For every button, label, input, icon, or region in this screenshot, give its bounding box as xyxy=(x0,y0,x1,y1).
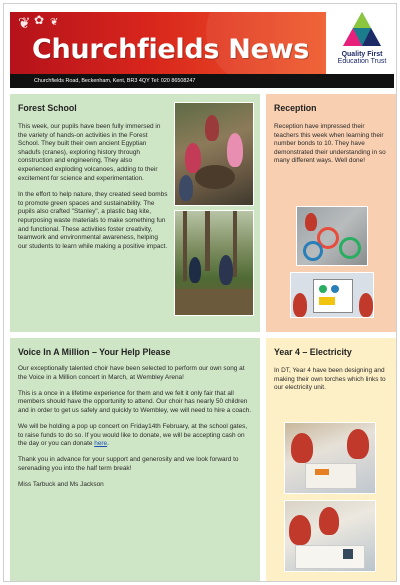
trust-name-line1: Quality First xyxy=(341,51,383,58)
reception-photo-hoops xyxy=(296,206,368,266)
voice-in-a-million-section xyxy=(10,338,260,582)
forest-school-text xyxy=(18,123,168,251)
forest-school-section xyxy=(10,94,260,332)
voice-paragraph-4: Thank you in advance for your support and generosity and we look forward to serenading you into the half term break! xyxy=(18,456,239,472)
voice-heading: Voice In A Million – Your Help Please xyxy=(18,347,171,357)
reception-heading: Reception xyxy=(274,103,317,113)
maple-leaf-icon: ❦ xyxy=(50,17,59,28)
reception-section xyxy=(266,94,396,332)
forest-school-heading: Forest School xyxy=(18,103,77,113)
forest-school-paragraph-2: In the effort to help nature, they created seed bombs to promote green spaces and sustainability. The pupils also crafted "Stanley", a plastic bag kite, repurposing waste materials to make something fun and functional. These activities foster creativity, teamwork and environmental awareness, helping our students to learn while making a positive impact. xyxy=(18,191,168,250)
year4-electricity-section xyxy=(266,338,396,582)
year4-text: In DT, Year 4 have been designing and making their own torches which links to our electricity unit. xyxy=(274,367,386,392)
year4-photo-torch-making-1 xyxy=(284,422,376,494)
voice-paragraph-2: This is a once in a lifetime experience for them and we felt it only fair that all members should have the opportunity to attend. Our choir has nearly 50 children and in order to get us safely and quickly to Wembley, we will need to hire a coach. xyxy=(18,389,252,414)
address-bar: Churchfields Road, Beckenham, Kent, BR3 4QY Tel: 020 86508247 xyxy=(10,74,394,88)
title-banner xyxy=(10,12,326,74)
voice-paragraph-1: Our exceptionally talented choir have been selected to perform our own song at the Voice in a Million concert in March, at Wembley Arena! xyxy=(18,365,245,381)
maple-leaf-icon: ❦ xyxy=(18,15,31,32)
voice-signature: Miss Tarbuck and Ms Jackson xyxy=(18,480,104,488)
reception-photo-worksheet xyxy=(290,272,374,318)
newsletter-title: Churchfields News xyxy=(32,34,309,65)
voice-paragraph-3-text: We will be holding a pop up concert on Friday14th February, at the school gates, to raise funds to do so. If you would like to donate, we will be accepting cash on the day or you can donate xyxy=(18,422,248,448)
newsletter-header xyxy=(4,4,396,90)
maple-leaf-icon: ✿ xyxy=(34,13,45,27)
quality-first-triangle-logo xyxy=(341,10,383,48)
trust-name-line2: Education Trust xyxy=(337,58,387,65)
voice-paragraph-3 xyxy=(18,423,252,449)
forest-school-photo-volcano xyxy=(174,102,254,206)
trust-logo xyxy=(326,10,397,74)
year4-heading: Year 4 – Electricity xyxy=(274,347,352,357)
reception-text: Reception have impressed their teachers this week when learning their number bonds to 10. They have demonstrated their understanding in so many different ways. Well done! xyxy=(274,123,386,165)
forest-school-photo-woods xyxy=(174,210,254,316)
forest-school-paragraph-1: This week, our pupils have been fully immersed in the variety of hands-on activities in the Forest School. They built their own ancient Egyptian shadufs (cranes), exploring history through construction and engineering. They also experienced exploding volcanoes, adding to their excitement for science and experimentation. xyxy=(18,123,161,182)
voice-paragraph-3-end: . xyxy=(107,440,109,448)
year4-photo-torch-making-2 xyxy=(284,500,376,572)
donate-here-link[interactable]: here xyxy=(94,440,108,448)
newsletter-page xyxy=(3,3,397,582)
